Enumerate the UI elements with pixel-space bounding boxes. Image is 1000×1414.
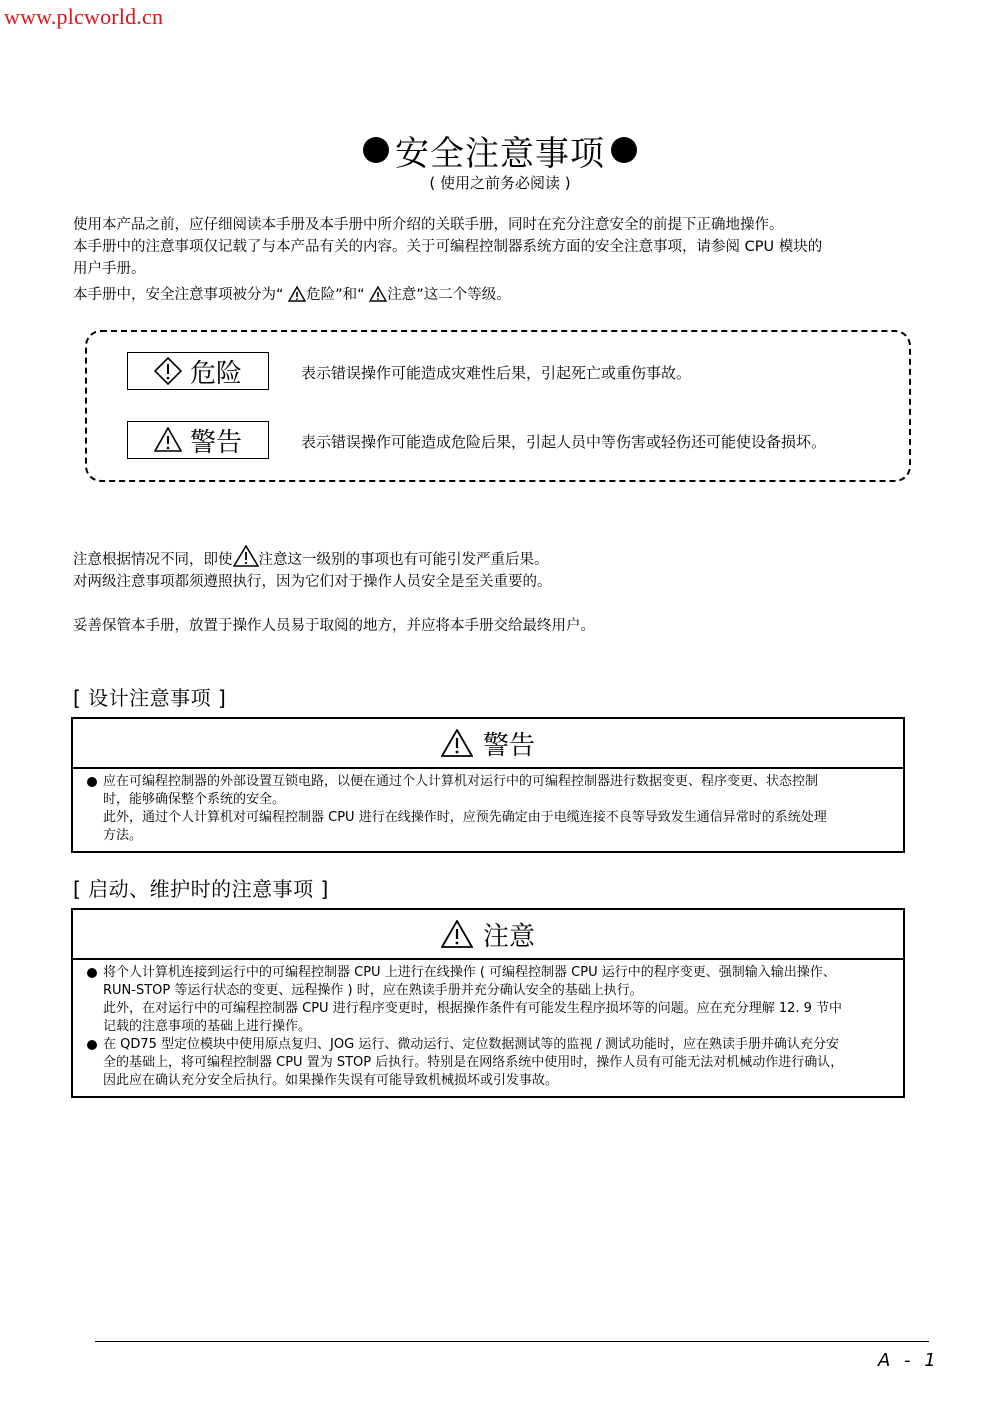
design-box-header <box>73 719 903 769</box>
startup-caution-box <box>71 908 905 1098</box>
notes-paragraph <box>73 545 943 637</box>
list-item-continued: 因此应在确认充分安全后执行。如果操作失误有可能导致机械损坏或引发事故。 <box>103 1073 559 1088</box>
design-section-title: [ 设计注意事项 ] <box>73 686 227 710</box>
list-item: 在 QD75 型定位模块中使用原点复归、JOG 运行、微动运行、定位数据测试等的监视 / 测试功能时，应在熟读手册并确认充分安 <box>87 1036 889 1054</box>
signal-word-legend <box>85 330 911 482</box>
startup-box-label: 注意 <box>482 921 535 952</box>
list-item-continued: 记载的注意事项的基础上进行操作。 <box>103 1019 312 1034</box>
intro-text: 注意”这二个等级。 <box>387 287 511 303</box>
bullet-dot-icon <box>611 137 637 163</box>
page-subtitle: ( 使用之前务必阅读 ) <box>429 174 571 192</box>
warning-label-box <box>127 421 269 459</box>
footer-divider <box>95 1341 929 1342</box>
warning-label: 警告 <box>189 427 242 458</box>
intro-line <box>73 284 943 306</box>
watermark-url: www.plcworld.cn <box>4 4 164 29</box>
intro-line: 本手册中的注意事项仅记载了与本产品有关的内容。关于可编程控制器系统方面的安全注意事项，请参阅 CPU 模块的 <box>73 239 823 255</box>
startup-box-body <box>73 960 903 1096</box>
intro-text: 危险”和“ <box>306 287 370 303</box>
list-item-continued: RUN-STOP 等运行状态的变更、远程操作 ) 时，应在熟读手册并充分确认安全的基础上执行。 <box>103 983 643 998</box>
warning-triangle-icon <box>441 920 473 948</box>
design-box-body <box>73 769 903 851</box>
list-item-continued: 此外，通过个人计算机对可编程控制器 CPU 进行在线操作时，应预先确定由于电缆连接不良等导致发生通信异常时的系统处理 <box>103 810 827 825</box>
warning-triangle-icon <box>369 286 387 302</box>
warning-triangle-icon <box>441 729 473 757</box>
danger-diamond-icon <box>154 357 182 385</box>
notes-line: 对两级注意事项都须遵照执行，因为它们对于操作人员安全是至关重要的。 <box>73 574 552 590</box>
danger-label-box <box>127 352 269 390</box>
danger-description: 表示错误操作可能造成灾难性后果，引起死亡或重伤事故。 <box>301 364 692 382</box>
design-box-label: 警告 <box>482 730 535 761</box>
notes-line <box>73 545 943 571</box>
startup-box-header <box>73 910 903 960</box>
design-warning-box <box>71 717 905 853</box>
notes-line: 妥善保管本手册，放置于操作人员易于取阅的地方，并应将本手册交给最终用户。 <box>73 618 595 634</box>
danger-label: 危险 <box>189 358 242 389</box>
intro-paragraph <box>73 214 943 306</box>
intro-line: 使用本产品之前，应仔细阅读本手册及本手册中所介绍的关联手册，同时在充分注意安全的前提下正确地操作。 <box>73 217 784 233</box>
intro-line: 用户手册。 <box>73 261 146 277</box>
notes-text: 注意根据情况不同，即使 <box>73 552 233 568</box>
title-text: 安全注意事项 <box>395 134 605 174</box>
list-item-continued: 此外，在对运行中的可编程控制器 CPU 进行程序变更时，根据操作条件有可能发生程序损坏等的问题。应在充分理解 12. 9 节中 <box>103 1001 843 1016</box>
list-item: 应在可编程控制器的外部设置互锁电路，以便在通过个人计算机对运行中的可编程控制器进行数据变更、程序变更、状态控制 <box>87 773 889 791</box>
notes-text: 注意这一级别的事项也有可能引发严重后果。 <box>258 552 549 568</box>
intro-text: 本手册中，安全注意事项被分为“ <box>73 287 289 303</box>
list-item-continued: 全的基础上，将可编程控制器 CPU 置为 STOP 后执行。特别是在网络系统中使用时，操作人员有可能无法对机械动作进行确认， <box>103 1055 844 1070</box>
startup-section-title: [ 启动、维护时的注意事项 ] <box>73 877 329 901</box>
warning-triangle-icon <box>154 427 182 453</box>
list-item-continued: 方法。 <box>103 828 143 843</box>
list-item: 将个人计算机连接到运行中的可编程控制器 CPU 上进行在线操作 ( 可编程控制器 CPU 运行中的程序变更、强制输入输出操作、 <box>87 964 889 982</box>
page-title <box>0 126 1000 175</box>
list-item-continued: 时，能够确保整个系统的安全。 <box>103 792 286 807</box>
warning-triangle-icon <box>233 545 259 567</box>
bullet-dot-icon <box>363 137 389 163</box>
warning-triangle-icon <box>288 286 306 302</box>
page-number: A - 1 <box>878 1350 940 1371</box>
warning-description: 表示错误操作可能造成危险后果，引起人员中等伤害或轻伤还可能使设备损坏。 <box>301 433 827 451</box>
